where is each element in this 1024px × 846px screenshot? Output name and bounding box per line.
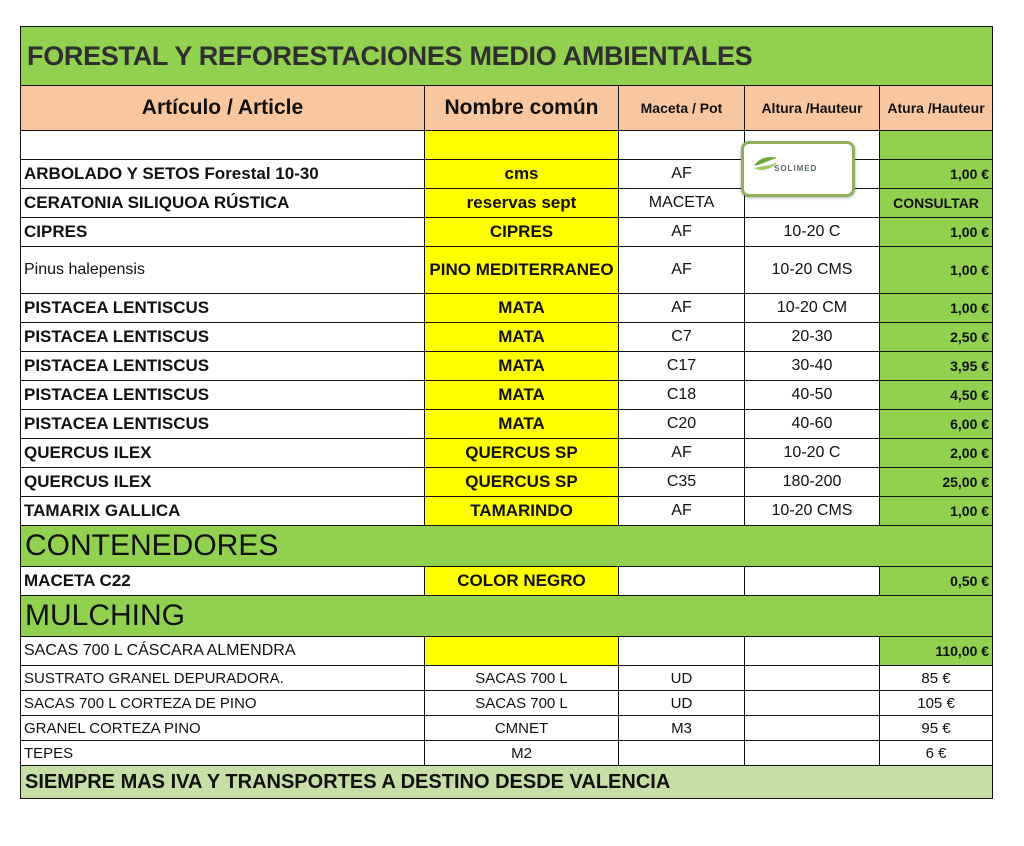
article-cell: Pinus halepensis (21, 247, 425, 294)
pot-cell: AF (619, 294, 745, 323)
article-cell: TEPES (21, 741, 425, 766)
pot-cell: C18 (619, 381, 745, 410)
article-cell: PISTACEA LENTISCUS (21, 410, 425, 439)
price-cell: 1,00 € (880, 497, 993, 526)
height-cell: 180-200 (745, 468, 880, 497)
table-row (21, 716, 993, 741)
header-article: Artículo / Article (21, 86, 425, 131)
price-cell: 1,00 € (880, 160, 993, 189)
article-cell: QUERCUS ILEX (21, 468, 425, 497)
common-name-cell: TAMARINDO (425, 497, 619, 526)
pot-cell: AF (619, 439, 745, 468)
height-cell (745, 567, 880, 596)
article-cell: SACAS 700 L CÁSCARA ALMENDRA (21, 637, 425, 666)
price-sheet (20, 26, 992, 799)
footer-note: SIEMPRE MAS IVA Y TRANSPORTES A DESTINO DESDE VALENCIA (21, 766, 993, 799)
empty-cell (880, 131, 993, 160)
article-cell: QUERCUS ILEX (21, 439, 425, 468)
table-row (21, 247, 993, 294)
pot-cell: AF (619, 247, 745, 294)
table-row (21, 410, 993, 439)
common-name-cell: SACAS 700 L (425, 666, 619, 691)
table-row (21, 567, 993, 596)
table-row (21, 323, 993, 352)
height-cell (745, 691, 880, 716)
pot-cell: AF (619, 497, 745, 526)
pot-cell: UD (619, 691, 745, 716)
pot-cell: MACETA (619, 189, 745, 218)
solimed-logo (741, 141, 855, 197)
common-name-cell (425, 637, 619, 666)
common-name-cell: CIPRES (425, 218, 619, 247)
price-cell: 1,00 € (880, 294, 993, 323)
article-cell: TAMARIX GALLICA (21, 497, 425, 526)
height-cell: 40-50 (745, 381, 880, 410)
price-cell: 0,50 € (880, 567, 993, 596)
pot-cell (619, 567, 745, 596)
table-row (21, 691, 993, 716)
table-row (21, 741, 993, 766)
footer-row (21, 766, 993, 799)
title-row (21, 27, 993, 86)
price-cell: CONSULTAR (880, 189, 993, 218)
table-row (21, 468, 993, 497)
page-title: FORESTAL Y REFORESTACIONES MEDIO AMBIENTALES (21, 27, 993, 86)
pot-cell: C20 (619, 410, 745, 439)
common-name-cell: cms (425, 160, 619, 189)
article-cell: PISTACEA LENTISCUS (21, 294, 425, 323)
height-cell: 10-20 C (745, 439, 880, 468)
article-cell: PISTACEA LENTISCUS (21, 381, 425, 410)
height-cell (745, 716, 880, 741)
price-cell: 105 € (880, 691, 993, 716)
table-row (21, 439, 993, 468)
common-name-cell: PINO MEDITERRANEO (425, 247, 619, 294)
price-cell: 85 € (880, 666, 993, 691)
article-cell: MACETA C22 (21, 567, 425, 596)
height-cell: 20-30 (745, 323, 880, 352)
table-row (21, 352, 993, 381)
table-row (21, 666, 993, 691)
price-cell: 25,00 € (880, 468, 993, 497)
common-name-cell: MATA (425, 294, 619, 323)
empty-cell (425, 131, 619, 160)
common-name-cell: MATA (425, 410, 619, 439)
price-cell: 4,50 € (880, 381, 993, 410)
header-common-name: Nombre común (425, 86, 619, 131)
common-name-cell: MATA (425, 381, 619, 410)
table-row (21, 381, 993, 410)
pot-cell (619, 637, 745, 666)
pot-cell: M3 (619, 716, 745, 741)
price-cell: 2,00 € (880, 439, 993, 468)
price-cell: 110,00 € (880, 637, 993, 666)
common-name-cell: reservas sept (425, 189, 619, 218)
height-cell: 10-20 C (745, 218, 880, 247)
article-cell: ARBOLADO Y SETOS Forestal 10-30 (21, 160, 425, 189)
common-name-cell: CMNET (425, 716, 619, 741)
header-height-1: Altura /Hauteur (745, 86, 880, 131)
header-height-2: Atura /Hauteur (880, 86, 993, 131)
common-name-cell: SACAS 700 L (425, 691, 619, 716)
pot-cell: AF (619, 160, 745, 189)
height-cell (745, 637, 880, 666)
empty-cell (21, 131, 425, 160)
pot-cell: UD (619, 666, 745, 691)
height-cell: 10-20 CMS (745, 247, 880, 294)
price-cell: 3,95 € (880, 352, 993, 381)
section-title-mulching: MULCHING (21, 596, 993, 637)
header-pot: Maceta / Pot (619, 86, 745, 131)
common-name-cell: QUERCUS SP (425, 439, 619, 468)
price-cell: 1,00 € (880, 247, 993, 294)
price-cell: 6,00 € (880, 410, 993, 439)
pot-cell: AF (619, 218, 745, 247)
pot-cell: C35 (619, 468, 745, 497)
article-cell: CERATONIA SILIQUOA RÚSTICA (21, 189, 425, 218)
article-cell: SACAS 700 L CORTEZA DE PINO (21, 691, 425, 716)
article-cell: SUSTRATO GRANEL DEPURADORA. (21, 666, 425, 691)
table-row (21, 294, 993, 323)
common-name-cell: MATA (425, 323, 619, 352)
table-row (21, 637, 993, 666)
price-cell: 6 € (880, 741, 993, 766)
height-cell (745, 741, 880, 766)
common-name-cell: COLOR NEGRO (425, 567, 619, 596)
height-cell: 40-60 (745, 410, 880, 439)
article-cell: PISTACEA LENTISCUS (21, 352, 425, 381)
article-cell: PISTACEA LENTISCUS (21, 323, 425, 352)
pot-cell: C17 (619, 352, 745, 381)
header-row (21, 86, 993, 131)
pot-cell: C7 (619, 323, 745, 352)
common-name-cell: QUERCUS SP (425, 468, 619, 497)
common-name-cell: M2 (425, 741, 619, 766)
section-row (21, 526, 993, 567)
article-cell: GRANEL CORTEZA PINO (21, 716, 425, 741)
logo-text: SOLIMED (774, 164, 818, 173)
table-row (21, 218, 993, 247)
height-cell (745, 666, 880, 691)
section-row (21, 596, 993, 637)
height-cell: 10-20 CM (745, 294, 880, 323)
price-cell: 95 € (880, 716, 993, 741)
height-cell: 10-20 CMS (745, 497, 880, 526)
price-cell: 2,50 € (880, 323, 993, 352)
table-row (21, 497, 993, 526)
empty-cell (619, 131, 745, 160)
height-cell: 30-40 (745, 352, 880, 381)
article-cell: CIPRES (21, 218, 425, 247)
section-title-containers: CONTENEDORES (21, 526, 993, 567)
pot-cell (619, 741, 745, 766)
common-name-cell: MATA (425, 352, 619, 381)
price-cell: 1,00 € (880, 218, 993, 247)
